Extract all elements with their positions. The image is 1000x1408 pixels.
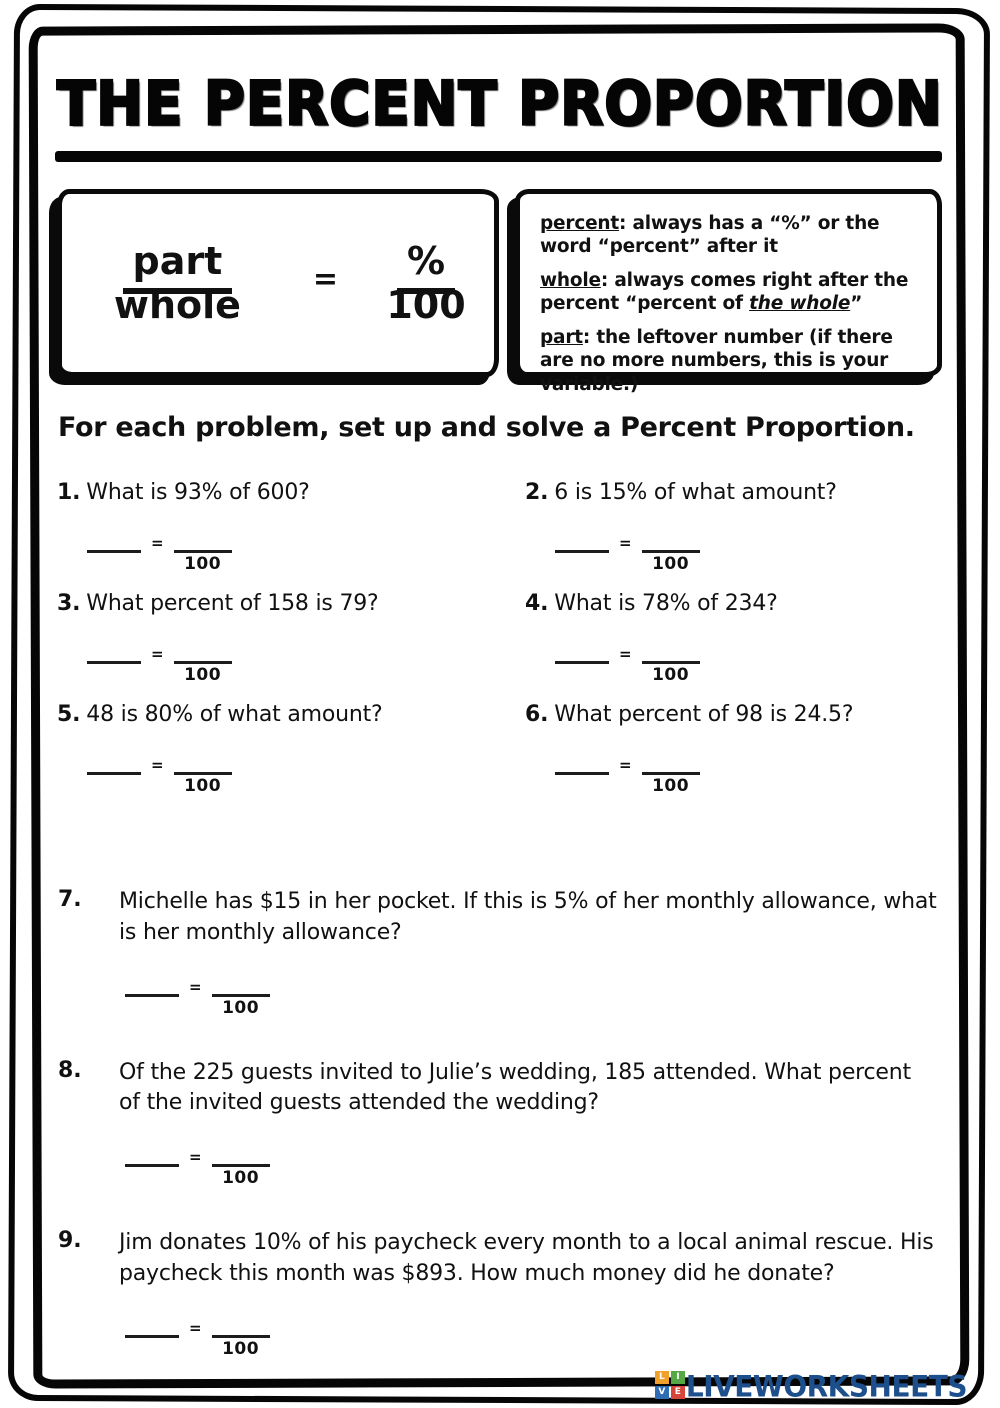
- problem-3-answer-blank-left[interactable]: [87, 640, 141, 664]
- problem-4: [525, 591, 942, 702]
- problem-4-answer-blank-left[interactable]: [555, 640, 609, 664]
- problem-5: [57, 702, 525, 813]
- problem-4-proportion-blank: [555, 640, 942, 685]
- problem-5-proportion-blank: [87, 751, 525, 796]
- definition-whole-text: : always comes right after the percent “percent of: [540, 269, 909, 315]
- proportion-denominator-100: 100: [184, 665, 222, 685]
- problem-7-proportion-blank: [125, 973, 942, 1018]
- problem-4-answer-fraction: [642, 640, 700, 685]
- problem-3-number: 3.: [57, 591, 81, 616]
- header-boxes: [57, 189, 942, 395]
- problem-1-answer-blank-left[interactable]: [87, 529, 141, 553]
- problem-8-number: 8.: [58, 1057, 82, 1083]
- problem-6-answer-fraction: [642, 751, 700, 796]
- proportion-equals: =: [151, 645, 164, 663]
- problem-3: [57, 591, 525, 702]
- definition-whole: [540, 269, 919, 316]
- formula-right-fraction: [358, 239, 494, 327]
- problem-9-answer-blank-left[interactable]: [125, 1314, 179, 1338]
- problem-6-answer-blank-numerator[interactable]: [642, 751, 700, 775]
- problem-2-answer-blank-numerator[interactable]: [642, 529, 700, 553]
- proportion-denominator-100: 100: [184, 554, 222, 574]
- logo-square-i: I: [671, 1371, 685, 1384]
- definitions-box: [515, 189, 942, 395]
- problem-8-answer-fraction: [212, 1143, 270, 1188]
- proportion-equals: =: [189, 977, 202, 996]
- word-problems-section: [57, 887, 942, 1359]
- problem-1-answer-fraction: [174, 529, 232, 574]
- problem-8-answer-blank-numerator[interactable]: [212, 1143, 270, 1167]
- formula-equals-sign: =: [312, 261, 338, 297]
- proportion-equals: =: [619, 534, 632, 552]
- problem-6-answer-blank-left[interactable]: [555, 751, 609, 775]
- proportion-denominator-100: 100: [184, 776, 222, 796]
- formula-part-label: part: [123, 239, 233, 294]
- liveworksheets-logo-text: LIVEWORKSHEETS: [685, 1369, 967, 1404]
- problem-2-number: 2.: [525, 480, 549, 505]
- proportion-equals: =: [151, 756, 164, 774]
- problem-8-proportion-blank: [125, 1143, 942, 1188]
- logo-square-l: L: [655, 1371, 669, 1384]
- problem-7-answer-blank-left[interactable]: [125, 973, 179, 997]
- problem-2-answer-blank-left[interactable]: [555, 529, 609, 553]
- proportion-denominator-100: 100: [652, 554, 690, 574]
- problem-3-proportion-blank: [87, 640, 525, 685]
- definition-whole-text-end: ”: [850, 293, 863, 315]
- problem-1: [57, 480, 525, 591]
- formula-whole-label: whole: [113, 283, 241, 327]
- definition-whole-term: whole: [540, 269, 601, 291]
- formula-left-fraction: [62, 239, 293, 327]
- short-problems-grid: [57, 480, 942, 813]
- problem-5-answer-fraction: [174, 751, 232, 796]
- formula-100-label: 100: [386, 283, 466, 327]
- problem-3-text: 3. What percent of 158 is 79?: [57, 591, 379, 616]
- page-title: THE PERCENT PROPORTION: [57, 69, 943, 140]
- problem-1-answer-blank-numerator[interactable]: [174, 529, 232, 553]
- worksheet-page: [40, 34, 958, 1378]
- problem-2: [525, 480, 942, 591]
- problem-2-text: 2. 6 is 15% of what amount?: [525, 480, 837, 505]
- problem-1-text: 1. What is 93% of 600?: [57, 480, 310, 505]
- definition-percent-text: : always has a “%” or the word “percent” after it: [540, 213, 880, 258]
- problem-7: [57, 887, 942, 1018]
- problem-7-answer-blank-numerator[interactable]: [212, 973, 270, 997]
- definition-part-term: part: [540, 326, 583, 348]
- problem-9-text: 9. Jim donates 10% of his paycheck every month to a local animal rescue. His paycheck this month was $893. How much money did he donate?: [58, 1228, 942, 1290]
- logo-square-v: V: [655, 1386, 669, 1399]
- problem-5-answer-blank-numerator[interactable]: [174, 751, 232, 775]
- problem-6-number: 6.: [525, 702, 549, 727]
- problem-6-proportion-blank: [555, 751, 942, 796]
- problem-4-answer-blank-numerator[interactable]: [642, 640, 700, 664]
- problem-5-answer-blank-left[interactable]: [87, 751, 141, 775]
- problem-9-number: 9.: [58, 1228, 82, 1254]
- formula-percent-label: %: [397, 239, 455, 294]
- problem-9-answer-blank-numerator[interactable]: [212, 1314, 270, 1338]
- problem-8-text: 8. Of the 225 guests invited to Julie’s wedding, 185 attended. What percent of the invited guests attended the wedding?: [58, 1058, 942, 1120]
- problem-7-answer-fraction: [212, 973, 270, 1018]
- problem-4-number: 4.: [525, 591, 549, 616]
- definition-percent: [540, 212, 919, 259]
- proportion-equals: =: [189, 1318, 202, 1337]
- problem-6: [525, 702, 942, 813]
- instructions-text: For each problem, set up and solve a Percent Proportion.: [58, 412, 915, 443]
- problem-4-text: 4. What is 78% of 234?: [525, 591, 778, 616]
- definition-percent-term: percent: [540, 213, 620, 234]
- problem-7-text: 7. Michelle has $15 in her pocket. If this is 5% of her monthly allowance, what is her monthly allowance?: [58, 887, 942, 949]
- proportion-denominator-100: 100: [222, 1168, 260, 1189]
- proportion-equals: =: [619, 756, 632, 774]
- proportion-denominator-100: 100: [222, 1338, 260, 1359]
- problem-9-answer-fraction: [212, 1314, 270, 1359]
- proportion-denominator-100: 100: [652, 665, 690, 685]
- problem-8: [57, 1058, 942, 1189]
- definition-part: [540, 326, 919, 396]
- liveworksheets-logo-icon: [655, 1371, 685, 1399]
- problem-5-text: 5. 48 is 80% of what amount?: [57, 702, 383, 727]
- problem-3-answer-fraction: [174, 640, 232, 685]
- problem-1-number: 1.: [57, 480, 81, 505]
- proportion-denominator-100: 100: [222, 997, 260, 1018]
- problem-8-answer-blank-left[interactable]: [125, 1143, 179, 1167]
- problem-5-number: 5.: [57, 702, 81, 727]
- problem-9: [57, 1228, 942, 1359]
- percent-proportion-formula-box: [57, 189, 499, 377]
- problem-2-answer-fraction: [642, 529, 700, 574]
- problem-1-proportion-blank: [87, 529, 525, 574]
- proportion-equals: =: [189, 1148, 202, 1167]
- title-divider: [55, 151, 942, 162]
- proportion-denominator-100: 100: [652, 776, 690, 796]
- problem-6-text: 6. What percent of 98 is 24.5?: [525, 702, 854, 727]
- liveworksheets-logo: [655, 1370, 967, 1403]
- problem-3-answer-blank-numerator[interactable]: [174, 640, 232, 664]
- definition-whole-emphasis: the whole: [749, 293, 851, 315]
- problem-2-proportion-blank: [555, 529, 942, 574]
- logo-square-e: E: [671, 1386, 685, 1399]
- problem-7-number: 7.: [58, 887, 82, 912]
- problem-9-proportion-blank: [125, 1314, 942, 1359]
- proportion-equals: =: [619, 645, 632, 663]
- proportion-equals: =: [151, 534, 164, 552]
- definition-part-text: : the leftover number (if there are no more numbers, this is your variable.): [540, 326, 893, 395]
